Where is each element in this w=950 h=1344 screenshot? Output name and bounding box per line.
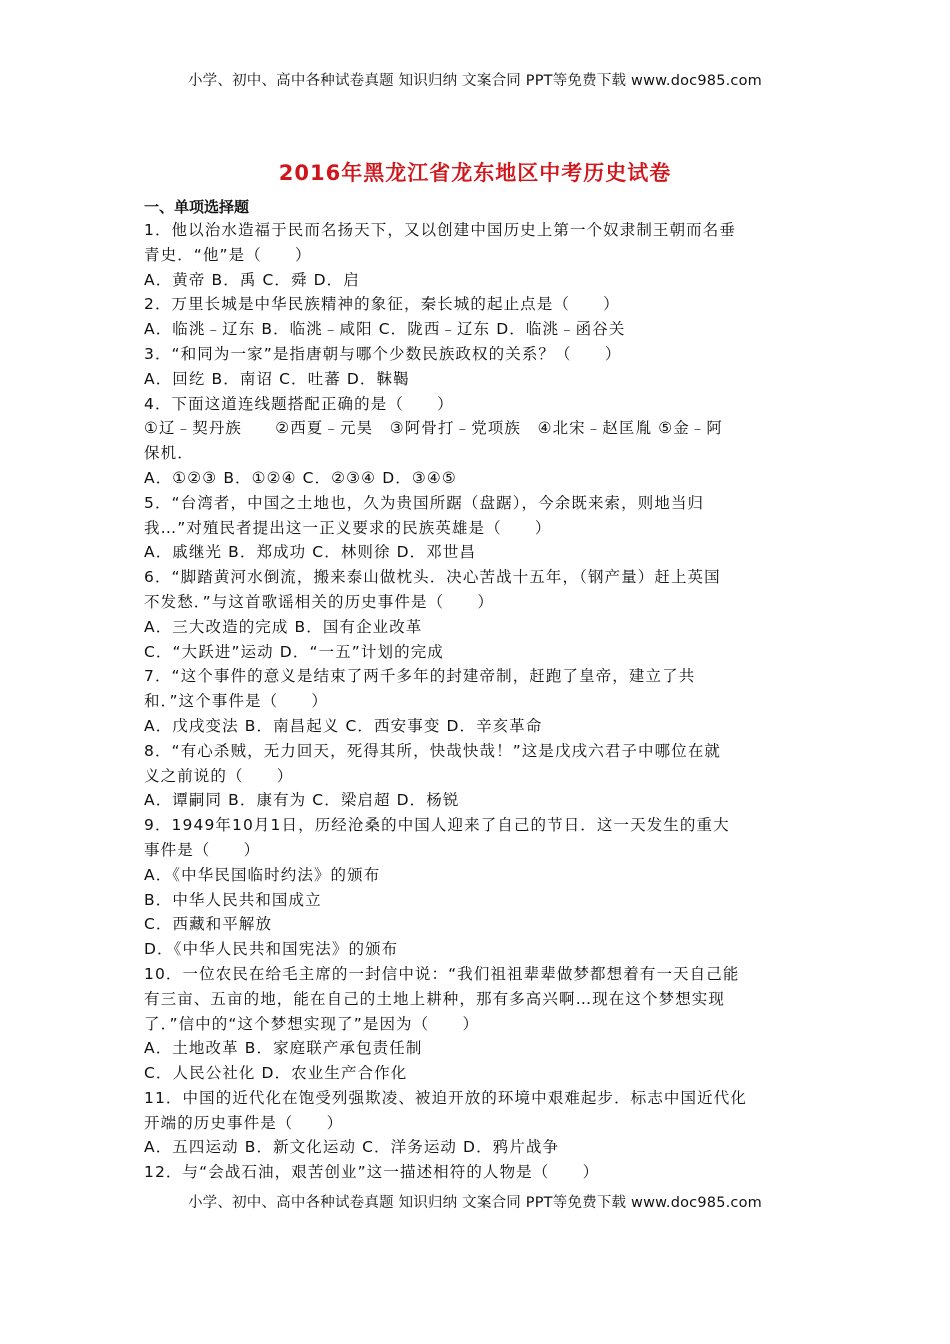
- text-line: C．人民公社化 D．农业生产合作化: [144, 1064, 408, 1083]
- text-line: A．《中华民国临时约法》的颁布: [144, 865, 381, 884]
- section-title: 一、单项选择题: [144, 198, 250, 216]
- text-line: A．五四运动 B．新文化运动 C．洋务运动 D．鸦片战争: [144, 1138, 560, 1157]
- text-line: 5．“台湾者，中国之土地也，久为贵国所踞（盘踞），今余既来索，则地当归: [144, 493, 705, 512]
- text-line: D．《中华人民共和国宪法》的颁布: [144, 940, 399, 959]
- exam-content: [144, 196, 814, 1185]
- text-line: 3．“和同为一家”是指唐朝与哪个少数民族政权的关系？（ ）: [144, 344, 622, 363]
- page-header: 小学、初中、高中各种试卷真题 知识归纳 文案合同 PPT等免费下载 www.doc985.com: [187, 73, 763, 89]
- text-line: 6．“脚踏黄河水倒流，搬来泰山做枕头．决心苦战十五年，（钢产量）赶上英国: [144, 568, 721, 587]
- text-line: A．戊戌变法 B．南昌起义 C．西安事变 D．辛亥革命: [144, 716, 543, 735]
- text-line: B．中华人民共和国成立: [144, 890, 322, 909]
- text-line: 1．他以治水造福于民而名扬天下，又以创建中国历史上第一个奴隶制王朝而名垂: [144, 221, 736, 239]
- text-line: C．西藏和平解放: [144, 915, 273, 934]
- text-line: 事件是（ ）: [144, 840, 261, 859]
- text-line: 保机．: [144, 444, 194, 463]
- text-line: A．临洮﹣辽东 B．临洮﹣咸阳 C．陇西﹣辽东 D．临洮﹣函谷关: [144, 320, 626, 339]
- text-line: A．回纥 B．南诏 C．吐蕃 D．靺鞨: [144, 369, 410, 388]
- text-line: 7．“这个事件的意义是结束了两千多年的封建帝制，赶跑了皇帝，建立了共: [144, 667, 696, 686]
- text-line: A．①②③ B．①②④ C．②③④ D．③④⑤: [144, 468, 457, 487]
- text-line: 12．与“会战石油，艰苦创业”这一描述相符的人物是（ ）: [144, 1163, 600, 1182]
- text-line: A．黄帝 B．禹 C．舜 D．启: [144, 270, 360, 289]
- text-line: 不发愁．”与这首歌谣相关的历史事件是（ ）: [144, 592, 494, 611]
- text-line: 有三亩、五亩的地，能在自己的土地上耕种，那有多高兴啊…现在这个梦想实现: [144, 989, 726, 1008]
- text-line: 2．万里长城是中华民族精神的象征，秦长城的起止点是（ ）: [144, 295, 620, 314]
- text-line: A．土地改革 B．家庭联产承包责任制: [144, 1039, 423, 1058]
- text-line: A．三大改造的完成 B．国有企业改革: [144, 617, 423, 636]
- text-line: 开端的历史事件是（ ）: [144, 1113, 344, 1132]
- text-line: 11．中国的近代化在饱受列强欺凌、被迫开放的环境中艰难起步．标志中国近代化: [144, 1088, 747, 1107]
- text-line: 8．“有心杀贼，无力回天，死得其所，快哉快哉！”这是戊戌六君子中哪位在就: [144, 741, 722, 760]
- text-line: 了．”信中的“这个梦想实现了”是因为（ ）: [144, 1014, 480, 1033]
- page-footer: 小学、初中、高中各种试卷真题 知识归纳 文案合同 PPT等免费下载 www.doc985.com: [187, 1195, 763, 1211]
- question-lines: [144, 218, 814, 1185]
- text-line: A．谭嗣同 B．康有为 C．梁启超 D．杨锐: [144, 791, 460, 810]
- text-line: 我…”对殖民者提出这一正义要求的民族英雄是（ ）: [144, 518, 552, 537]
- text-line: ①辽﹣契丹族 ②西夏﹣元昊 ③阿骨打﹣党项族 ④北宋﹣赵匡胤 ⑤金﹣阿: [144, 419, 724, 438]
- text-line: 义之前说的（ ）: [144, 766, 294, 785]
- text-line: 9．1949年10月1日，历经沧桑的中国人迎来了自己的节日．这一天发生的重大: [144, 816, 730, 835]
- text-line: 4．下面这道连线题搭配正确的是（ ）: [144, 394, 454, 413]
- text-line: 青史．“他”是（ ）: [144, 245, 312, 264]
- text-line: C．“大跃进”运动 D．“一五”计划的完成: [144, 642, 444, 661]
- text-line: A．戚继光 B．郑成功 C．林则徐 D．邓世昌: [144, 543, 477, 562]
- document-title: 2016年黑龙江省龙东地区中考历史试卷: [278, 161, 672, 185]
- text-line: 10．一位农民在给毛主席的一封信中说：“我们祖祖辈辈做梦都想着有一天自己能: [144, 964, 740, 983]
- text-line: 和．”这个事件是（ ）: [144, 692, 328, 711]
